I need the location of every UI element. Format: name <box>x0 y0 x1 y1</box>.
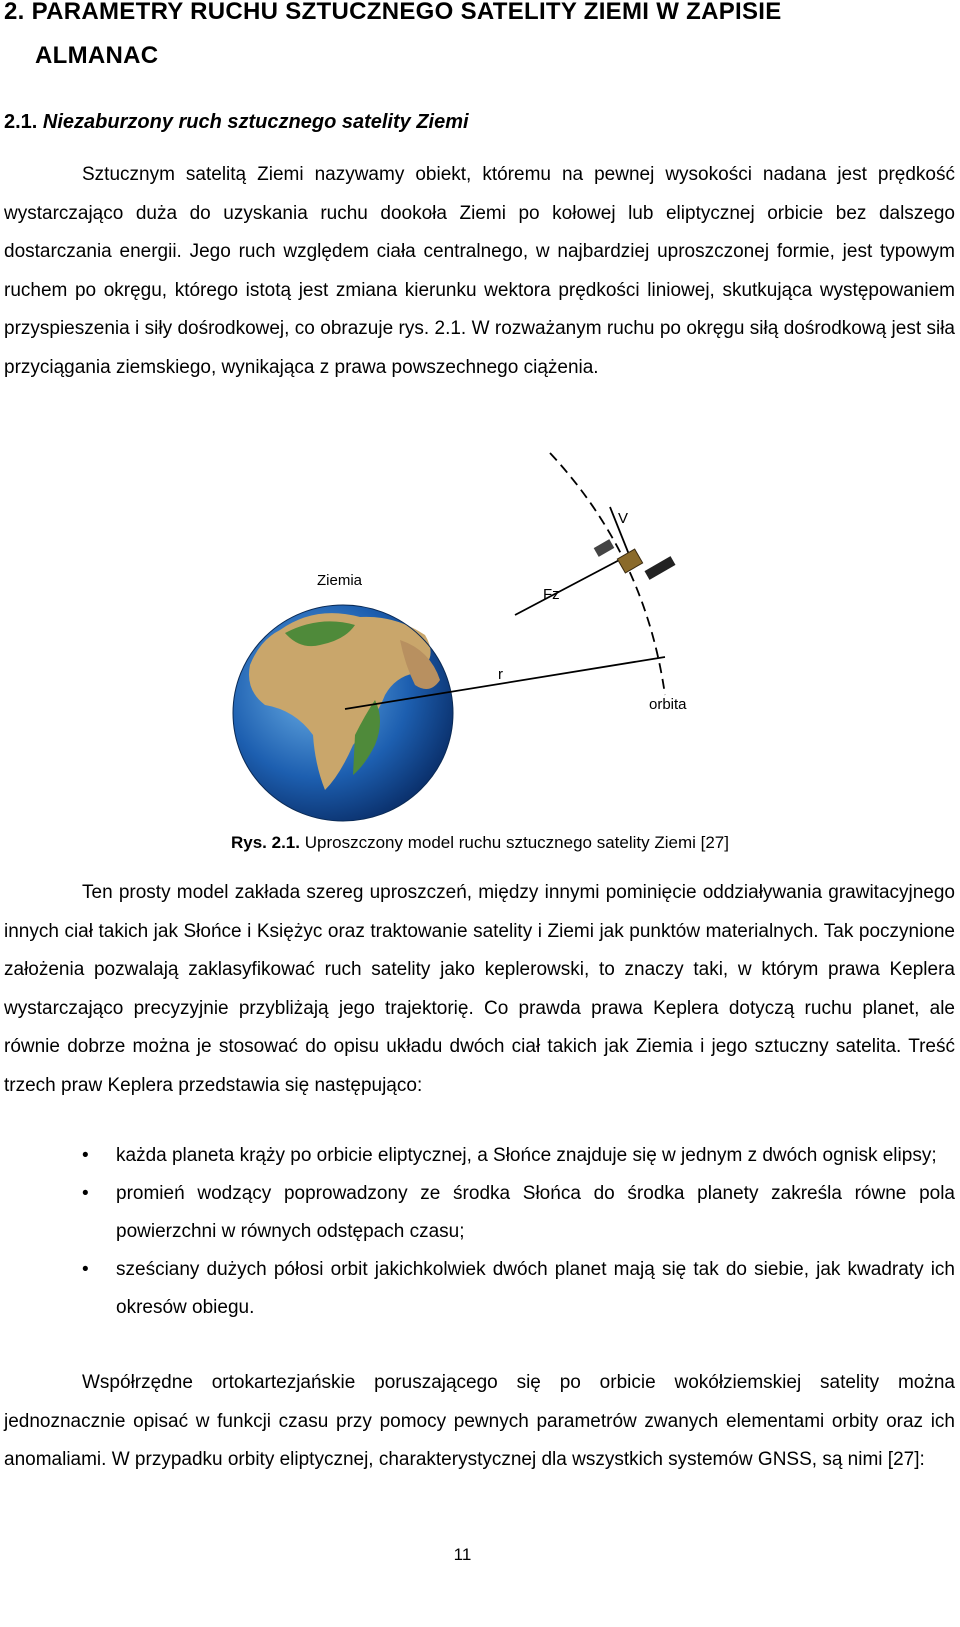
caption-text: Uproszczony model ruchu sztucznego satelity Ziemi [27] <box>304 833 729 852</box>
label-force: Fz <box>543 586 560 603</box>
subsection-heading <box>4 108 469 136</box>
bullet-icon: • <box>82 1259 89 1280</box>
kepler-laws-list <box>0 1137 955 1327</box>
law-text: sześciany dużych półosi orbit jakichkolwiek dwóch planet mają się tak do siebie, jak kwadraty ich okresów obiegu. <box>116 1259 955 1318</box>
list-item <box>0 1137 955 1175</box>
list-item <box>0 1251 955 1327</box>
law-text: promień wodzący poprowadzony ze środka Słońca do środka planety zakreśla równe pola powierzchni w równych odstępach czasu; <box>116 1183 955 1242</box>
figure-caption <box>0 830 960 856</box>
label-earth: Ziemia <box>317 572 363 589</box>
label-orbit: orbita <box>649 696 687 713</box>
law-text: każda planeta krąży po orbicie eliptycznej, a Słońce znajduje się w jednym z dwóch ognisk elipsy; <box>116 1145 937 1166</box>
bullet-icon: • <box>82 1183 89 1204</box>
label-velocity: V <box>618 510 629 527</box>
paragraph-model: Ten prosty model zakłada szereg uproszczeń, między innymi pominięcie oddziaływania grawitacyjnego innych ciał takich jak Słońce i Księżyc oraz traktowanie satelity i Ziemi jak punktów materialnych. Tak poczynione założenia pozwalają zaklasyfikować ruch satelity jako keplerowski, to znaczy taki, w którym prawa Keplera wystarczająco precyzyjnie przybliżają jego trajektorię. Co prawda prawa Keplera dotyczą ruchu planet, ale równie dobrze można je stosować do opisu układu dwóch ciał takich jak Ziemia i jego sztuczny satelita. Treść trzech praw Keplera przedstawia się następująco: <box>4 882 955 1096</box>
subsection-number: 2.1. <box>4 111 38 133</box>
paragraph-coordinates: Współrzędne ortokartezjańskie poruszającego się po orbicie wokółziemskiej satelity można jednoznacznie opisać w funkcji czasu przy pomocy pewnych parametrów zwanych elementami orbity oraz ich anomaliami. W przypadku orbity eliptycznej, charakterystycznej dla wszystkich systemów GNSS, są nimi [27]: <box>4 1372 955 1470</box>
list-item <box>0 1175 955 1251</box>
section-heading <box>4 0 954 78</box>
figure-satellite-model <box>225 445 700 825</box>
earth-globe <box>233 605 453 821</box>
bullet-icon: • <box>82 1145 89 1166</box>
paragraph-intro: Sztucznym satelitą Ziemi nazywamy obiekt, któremu na pewnej wysokości nadana jest prędkość wystarczająco duża do uzyskania ruchu dookoła Ziemi po kołowej lub eliptycznej orbicie bez dalszego dostarczania energii. Jego ruch względem ciała centralnego, w najbardziej uproszczonej formie, jest typowym ruchem po okręgu, którego istotą jest zmiana kierunku wektora prędkości liniowej, skutkująca występowaniem przyspieszenia i siły dośrodkowej, co obrazuje rys. 2.1. W rozważanym ruchu po okręgu siłą dośrodkową jest siła przyciągania ziemskiego, wynikająca z prawa powszechnego ciążenia. <box>4 164 955 378</box>
section-title-line2: ALMANAC <box>35 42 159 69</box>
satellite-icon <box>594 539 676 580</box>
force-arrow <box>515 557 625 615</box>
label-radius: r <box>498 666 503 683</box>
section-title-line1: 2. PARAMETRY RUCHU SZTUCZNEGO SATELITY ZIEMI W ZAPISIE <box>4 0 782 25</box>
subsection-title: Niezaburzony ruch sztucznego satelity Ziemi <box>42 111 469 133</box>
page-number: 11 <box>453 1545 472 1564</box>
satellite-diagram <box>225 445 700 825</box>
caption-label: Rys. 2.1. <box>231 833 300 852</box>
